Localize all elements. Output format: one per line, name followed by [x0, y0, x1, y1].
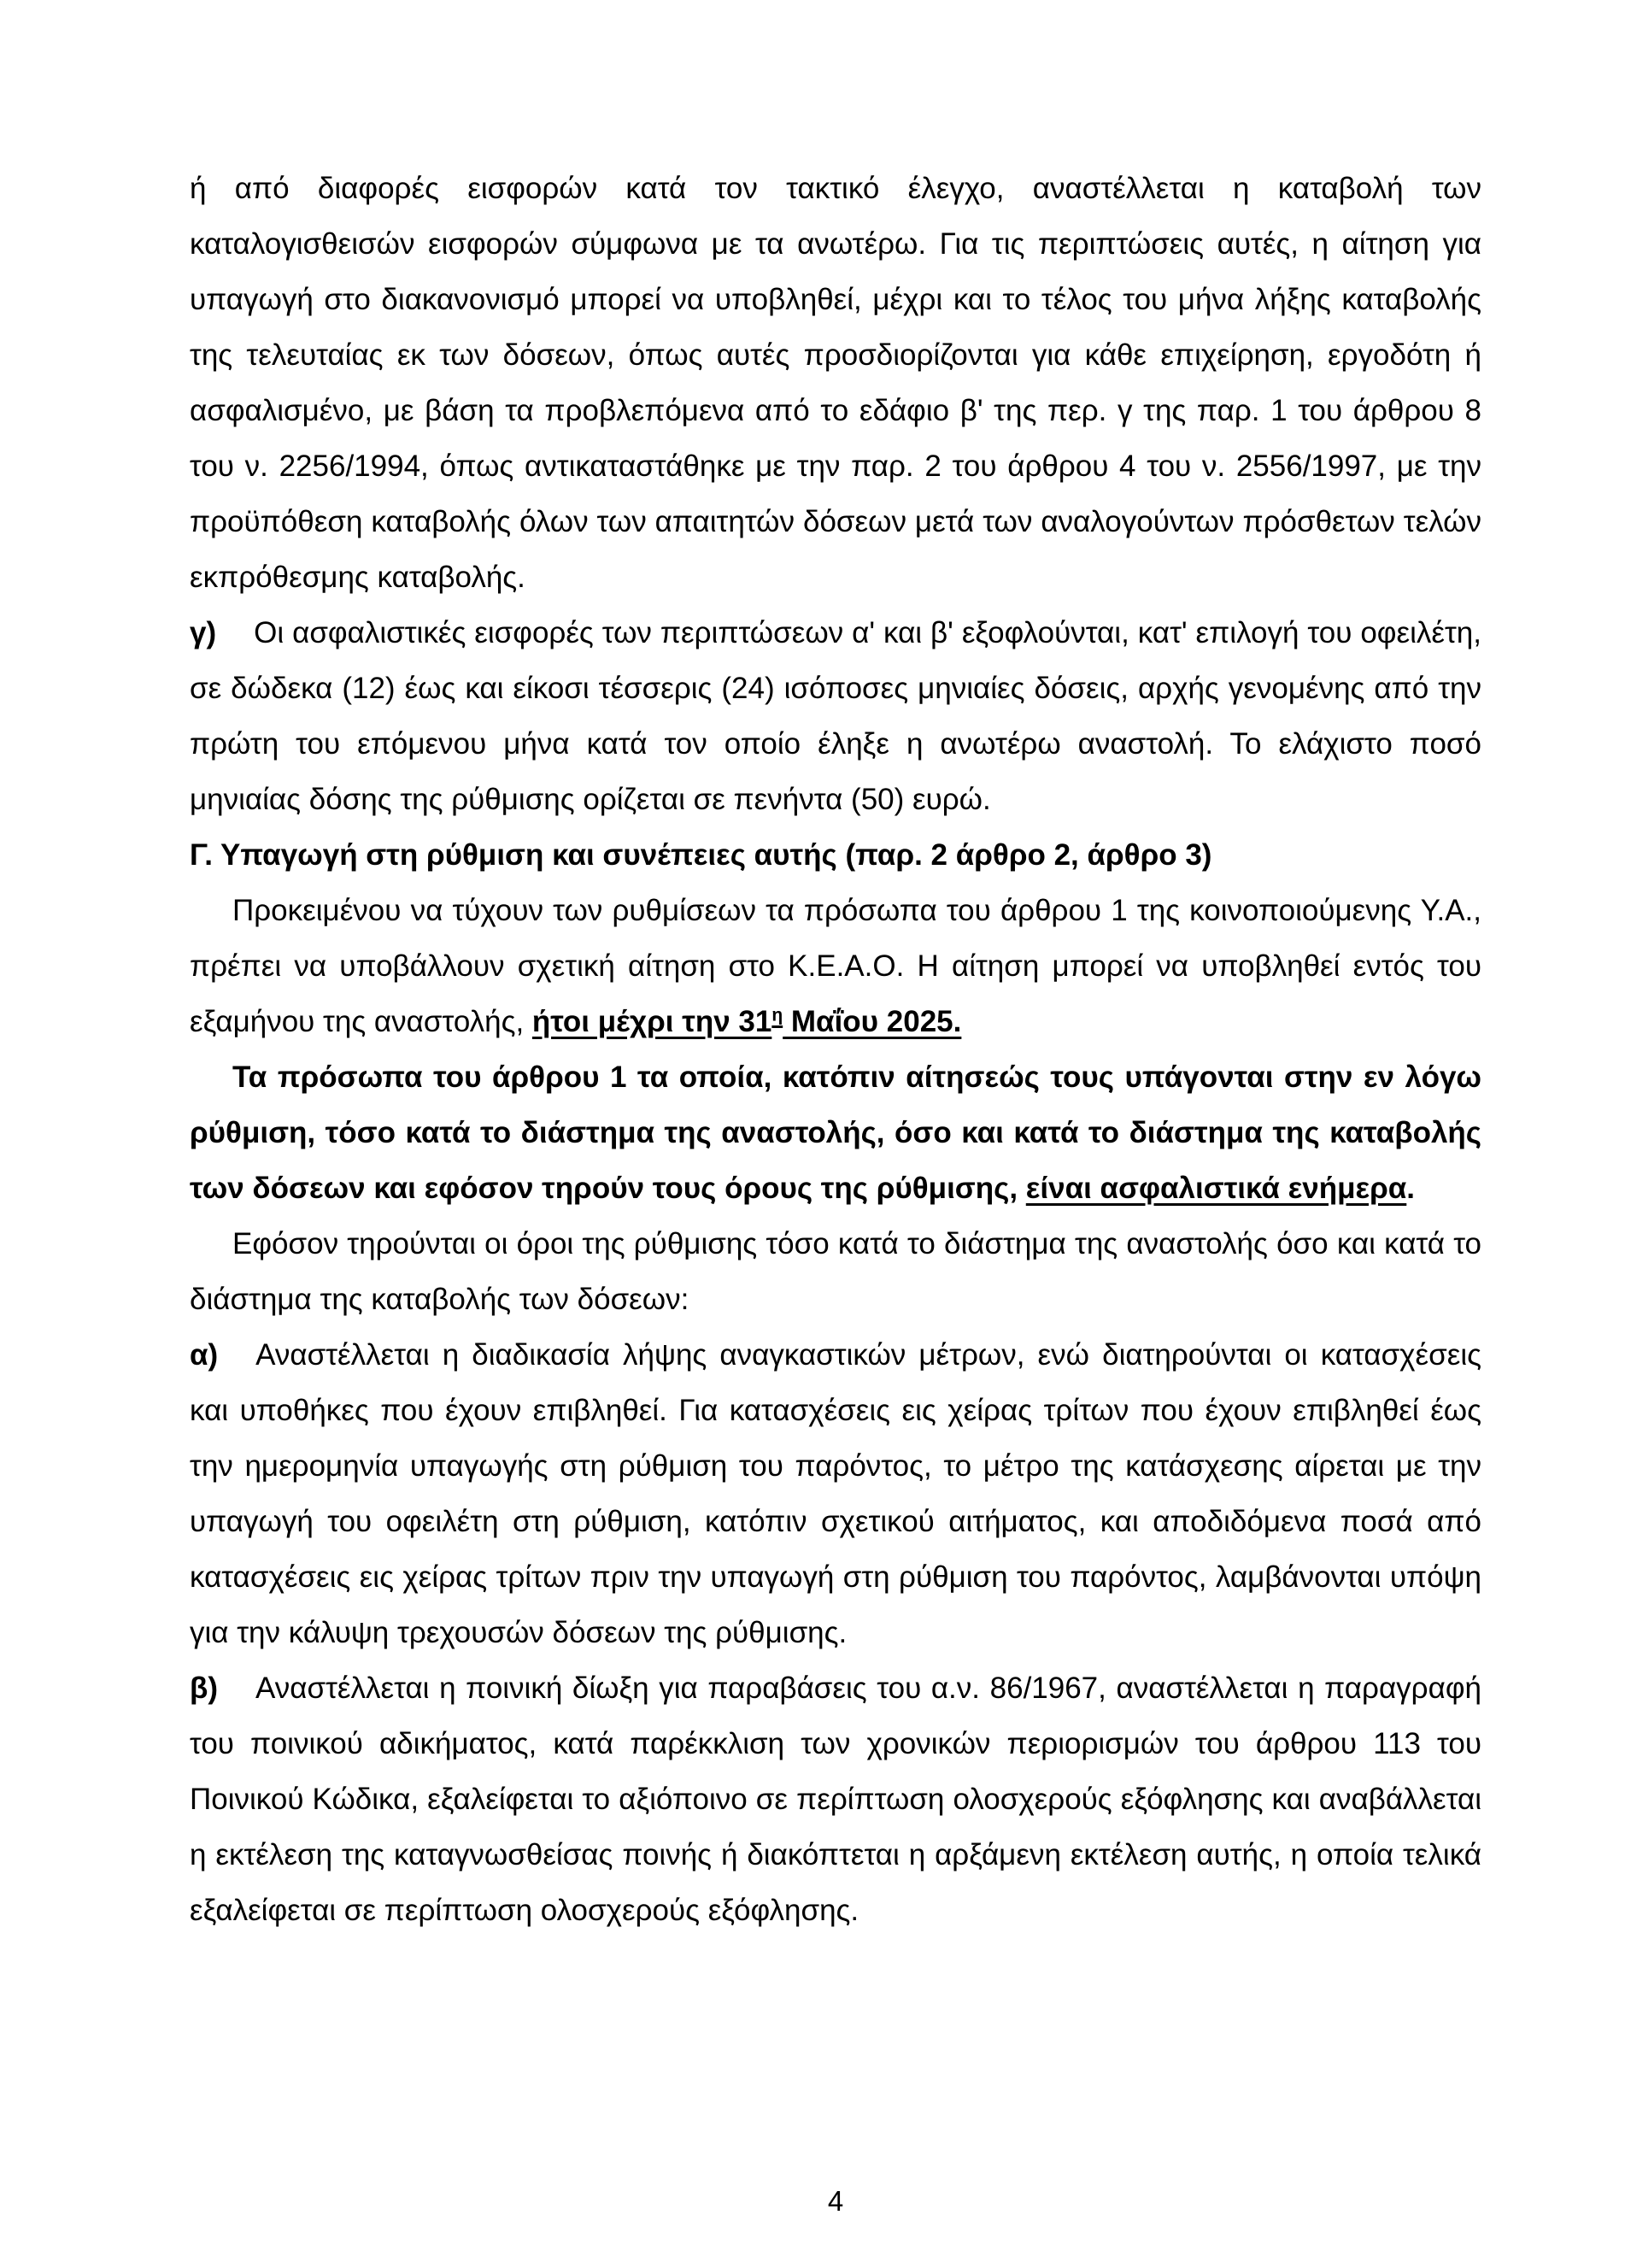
text-run: ή από διαφορές εισφορών κατά τον τακτικό έλεγχο, αναστέλλεται η καταβολή των καταλογισθεισών εισφορών σύμφωνα με τα ανωτέρω. Για τις περιπτώσεις αυτές, η αίτηση για υπαγωγή στο διακανονισμό μπορεί να υποβληθεί, μέχρι και το τέλος του μήνα λήξης καταβολής της τελευταίας εκ των δόσεων, όπως αυτές προσδιορίζονται για κάθε επιχείρηση, εργοδότη ή ασφαλισμένο, με βάση τα προβλεπόμενα από το εδάφιο β' της περ. γ της παρ. 1 του άρθρου 8 του ν. 2256/1994, όπως αντικαταστάθηκε με την παρ. 2 του άρθρου 4 του ν. 2556/1997, με την προϋπόθεση καταβολής όλων των απαιτητών δόσεων μετά των αναλογούντων πρόσθετων τελών εκπρόθεσμης καταβολής.	[190, 172, 1481, 594]
document-body	[190, 161, 1481, 1938]
paragraph-terms	[190, 1216, 1481, 1327]
text-run: είναι ασφαλιστικά ενήμερα	[1025, 1172, 1407, 1205]
text-run: Αναστέλλεται η διαδικασία λήψης αναγκαστικών μέτρων, ενώ διατηρούνται οι κατασχέσεις και υποθήκες που έχουν επιβληθεί. Για κατασχέσεις εις χείρας τρίτων που έχουν επιβληθεί έως την ημερομηνία υπαγωγής στη ρύθμιση του παρόντος, το μέτρο της κατάσχεσης αίρεται με την υπαγωγή του οφειλέτη στη ρύθμιση, κατόπιν σχετικού αιτήματος, και αποδιδόμενα ποσά από κατασχέσεις εις χείρας τρίτων πριν την υπαγωγή στη ρύθμιση του παρόντος, λαμβάνονται υπόψη για την κάλυψη τρεχουσών δόσεων της ρύθμισης.	[190, 1338, 1481, 1649]
text-run: Μαΐου 2025.	[783, 1005, 962, 1038]
paragraph-item-alpha	[190, 1327, 1481, 1660]
paragraph-compliance-bold	[190, 1049, 1481, 1216]
paragraph-item-gamma	[190, 605, 1481, 827]
paragraph-application	[190, 883, 1481, 1049]
text-run: Εφόσον τηρούνται οι όροι της ρύθμισης τόσο κατά το διάστημα της αναστολής όσο και κατά το διάστημα της καταβολής των δόσεων:	[190, 1227, 1481, 1316]
text-run: Γ. Υπαγωγή στη ρύθμιση και συνέπειες αυτής (παρ. 2 άρθρο 2, άρθρο 3)	[190, 838, 1212, 872]
text-run: γ)	[190, 616, 217, 649]
text-run: Οι ασφαλιστικές εισφορές των περιπτώσεων α' και β' εξοφλούνται, κατ' επιλογή του οφειλέτη, σε δώδεκα (12) έως και είκοσι τέσσερις (24) ισόποσες μηνιαίες δόσεις, αρχής γενομένης από την πρώτη του επόμενου μήνα κατά τον οποίο έληξε η ανωτέρω αναστολή. Το ελάχιστο ποσό μηνιαίας δόσης της ρύθμισης ορίζεται σε πενήντα (50) ευρώ.	[190, 616, 1481, 816]
text-run: η	[771, 1005, 783, 1025]
section-heading-gamma	[190, 827, 1481, 883]
text-run: α)	[190, 1338, 219, 1372]
text-run: Τα πρόσωπα του άρθρου 1 τα οποία, κατόπιν αίτησεώς τους υπάγονται στην εν λόγω ρύθμιση, τόσο κατά το διάστημα της αναστολής, όσο και κατά το διάστημα της καταβολής των δόσεων και εφόσον τηρούν τους όρους της ρύθμισης,	[190, 1061, 1481, 1205]
text-run: β)	[190, 1672, 219, 1705]
text-run: .	[1406, 1172, 1416, 1205]
paragraph-intro-continuation	[190, 161, 1481, 605]
page-number: 4	[827, 2185, 844, 2217]
text-run: ήτοι μέχρι την 31	[531, 1005, 772, 1038]
text-run: Αναστέλλεται η ποινική δίωξη για παραβάσεις του α.ν. 86/1967, αναστέλλεται η παραγραφή του ποινικού αδικήματος, κατά παρέκκλιση των χρονικών περιορισμών του άρθρου 113 του Ποινικού Κώδικα, εξαλείφεται το αξιόποινο σε περίπτωση ολοσχερούς εξόφλησης και αναβάλλεται η εκτέλεση της καταγνωσθείσας ποινής ή διακόπτεται η αρξάμενη εκτέλεση αυτής, η οποία τελικά εξαλείφεται σε περίπτωση ολοσχερούς εξόφλησης.	[190, 1672, 1481, 1927]
paragraph-item-beta	[190, 1660, 1481, 1938]
text-run: Προκειμένου να τύχουν των ρυθμίσεων τα πρόσωπα του άρθρου 1 της κοινοποιούμενης Υ.Α., πρέπει να υποβάλλουν σχετική αίτηση στο Κ.Ε.Α.Ο. Η αίτηση μπορεί να υποβληθεί εντός του εξαμήνου της αναστολής,	[190, 894, 1481, 1038]
